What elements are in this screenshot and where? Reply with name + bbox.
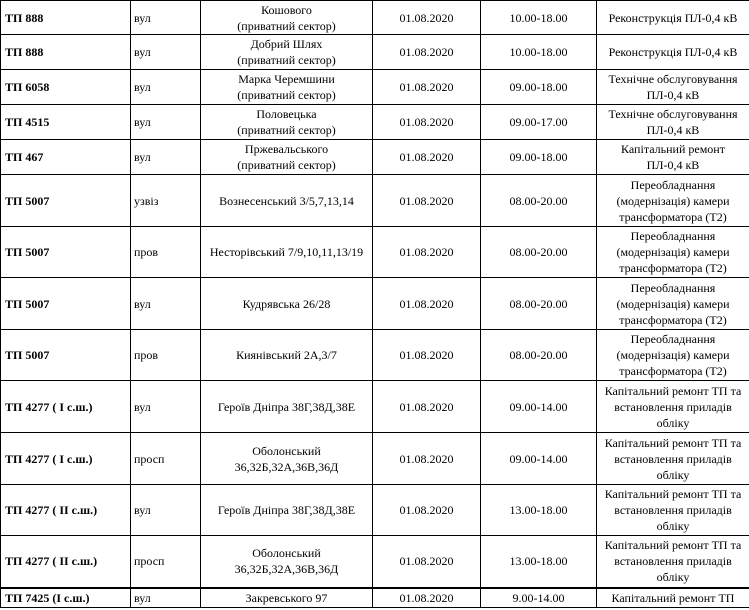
address-cell: Героїв Дніпра 38Г,38Д,38Е: [201, 381, 373, 433]
address-cell: Оболонський 36,32Б,32А,36В,36Д: [201, 536, 373, 588]
table-row: [1, 140, 749, 175]
work-cell: Капітальний ремонт ТП: [597, 588, 749, 608]
date-cell: 01.08.2020: [373, 485, 481, 536]
substation-cell: ТП 4277 ( ІІ с.ш.): [1, 536, 131, 588]
address-cell: Марка Черемшини (приватний сектор): [201, 70, 373, 105]
date-cell: 01.08.2020: [373, 35, 481, 70]
time-cell: 08.00-20.00: [481, 175, 597, 227]
table-row: [1, 536, 749, 588]
outage-table-body: [1, 1, 749, 608]
table-row: [1, 330, 749, 381]
address-cell: Несторівський 7/9,10,11,13/19: [201, 227, 373, 278]
table-row: [1, 70, 749, 105]
time-cell: 09.00-14.00: [481, 381, 597, 433]
street-type-cell: вул: [131, 485, 201, 536]
work-cell: Капітальний ремонт ТП та встановлення приладів обліку: [597, 433, 749, 485]
work-cell: Капітальний ремонт ТП та встановлення приладів обліку: [597, 485, 749, 536]
date-cell: 01.08.2020: [373, 433, 481, 485]
table-row: [1, 105, 749, 140]
time-cell: 09.00-17.00: [481, 105, 597, 140]
date-cell: 01.08.2020: [373, 588, 481, 608]
substation-cell: ТП 4515: [1, 105, 131, 140]
address-cell: Оболонський 36,32Б,32А,36В,36Д: [201, 433, 373, 485]
time-cell: 13.00-18.00: [481, 536, 597, 588]
substation-cell: ТП 467: [1, 140, 131, 175]
time-cell: 08.00-20.00: [481, 227, 597, 278]
street-type-cell: вул: [131, 140, 201, 175]
date-cell: 01.08.2020: [373, 175, 481, 227]
address-cell: Кудрявська 26/28: [201, 278, 373, 330]
date-cell: 01.08.2020: [373, 105, 481, 140]
time-cell: 08.00-20.00: [481, 330, 597, 381]
address-cell: Героїв Дніпра 38Г,38Д,38Е: [201, 485, 373, 536]
street-type-cell: вул: [131, 105, 201, 140]
street-type-cell: вул: [131, 278, 201, 330]
work-cell: Капітальний ремонт ТП та встановлення приладів обліку: [597, 381, 749, 433]
work-cell: Переобладнання (модернізація) камери трансформатора (Т2): [597, 278, 749, 330]
table-row: [1, 588, 749, 608]
street-type-cell: пров: [131, 227, 201, 278]
table-row: [1, 1, 749, 35]
date-cell: 01.08.2020: [373, 330, 481, 381]
address-cell: Закревського 97: [201, 588, 373, 608]
time-cell: 09.00-18.00: [481, 70, 597, 105]
date-cell: 01.08.2020: [373, 1, 481, 35]
table-row: [1, 433, 749, 485]
address-cell: Вознесенський 3/5,7,13,14: [201, 175, 373, 227]
date-cell: 01.08.2020: [373, 140, 481, 175]
table-row: [1, 485, 749, 536]
work-cell: Реконструкція ПЛ-0,4 кВ: [597, 35, 749, 70]
time-cell: 09.00-14.00: [481, 433, 597, 485]
substation-cell: ТП 5007: [1, 278, 131, 330]
table-row: [1, 278, 749, 330]
table-row: [1, 227, 749, 278]
work-cell: Переобладнання (модернізація) камери трансформатора (Т2): [597, 227, 749, 278]
address-cell: Добрий Шлях (приватний сектор): [201, 35, 373, 70]
street-type-cell: вул: [131, 588, 201, 608]
street-type-cell: просп: [131, 433, 201, 485]
table-row: [1, 175, 749, 227]
substation-cell: ТП 4277 ( І с.ш.): [1, 381, 131, 433]
substation-cell: ТП 4277 ( І с.ш.): [1, 433, 131, 485]
street-type-cell: вул: [131, 1, 201, 35]
time-cell: 9.00-14.00: [481, 588, 597, 608]
substation-cell: ТП 5007: [1, 227, 131, 278]
substation-cell: ТП 7425 (І с.ш.): [1, 588, 131, 608]
time-cell: 10.00-18.00: [481, 35, 597, 70]
street-type-cell: вул: [131, 381, 201, 433]
street-type-cell: узвіз: [131, 175, 201, 227]
address-cell: Пржевальського (приватний сектор): [201, 140, 373, 175]
street-type-cell: пров: [131, 330, 201, 381]
street-type-cell: просп: [131, 536, 201, 588]
substation-cell: ТП 888: [1, 35, 131, 70]
address-cell: Кошового (приватний сектор): [201, 1, 373, 35]
substation-cell: ТП 6058: [1, 70, 131, 105]
work-cell: Переобладнання (модернізація) камери трансформатора (Т2): [597, 175, 749, 227]
address-cell: Половецька (приватний сектор): [201, 105, 373, 140]
substation-cell: ТП 5007: [1, 330, 131, 381]
date-cell: 01.08.2020: [373, 70, 481, 105]
time-cell: 10.00-18.00: [481, 1, 597, 35]
work-cell: Капітальний ремонт ПЛ-0,4 кВ: [597, 140, 749, 175]
work-cell: Капітальний ремонт ТП та встановлення приладів обліку: [597, 536, 749, 588]
time-cell: 13.00-18.00: [481, 485, 597, 536]
street-type-cell: вул: [131, 70, 201, 105]
substation-cell: ТП 888: [1, 1, 131, 35]
address-cell: Киянівський 2А,3/7: [201, 330, 373, 381]
work-cell: Переобладнання (модернізація) камери трансформатора (Т2): [597, 330, 749, 381]
work-cell: Реконструкція ПЛ-0,4 кВ: [597, 1, 749, 35]
street-type-cell: вул: [131, 35, 201, 70]
table-row: [1, 381, 749, 433]
date-cell: 01.08.2020: [373, 381, 481, 433]
date-cell: 01.08.2020: [373, 227, 481, 278]
work-cell: Технічне обслуговування ПЛ-0,4 кВ: [597, 70, 749, 105]
time-cell: 09.00-18.00: [481, 140, 597, 175]
work-cell: Технічне обслуговування ПЛ-0,4 кВ: [597, 105, 749, 140]
date-cell: 01.08.2020: [373, 536, 481, 588]
substation-cell: ТП 5007: [1, 175, 131, 227]
time-cell: 08.00-20.00: [481, 278, 597, 330]
substation-cell: ТП 4277 ( ІІ с.ш.): [1, 485, 131, 536]
date-cell: 01.08.2020: [373, 278, 481, 330]
table-row: [1, 35, 749, 70]
